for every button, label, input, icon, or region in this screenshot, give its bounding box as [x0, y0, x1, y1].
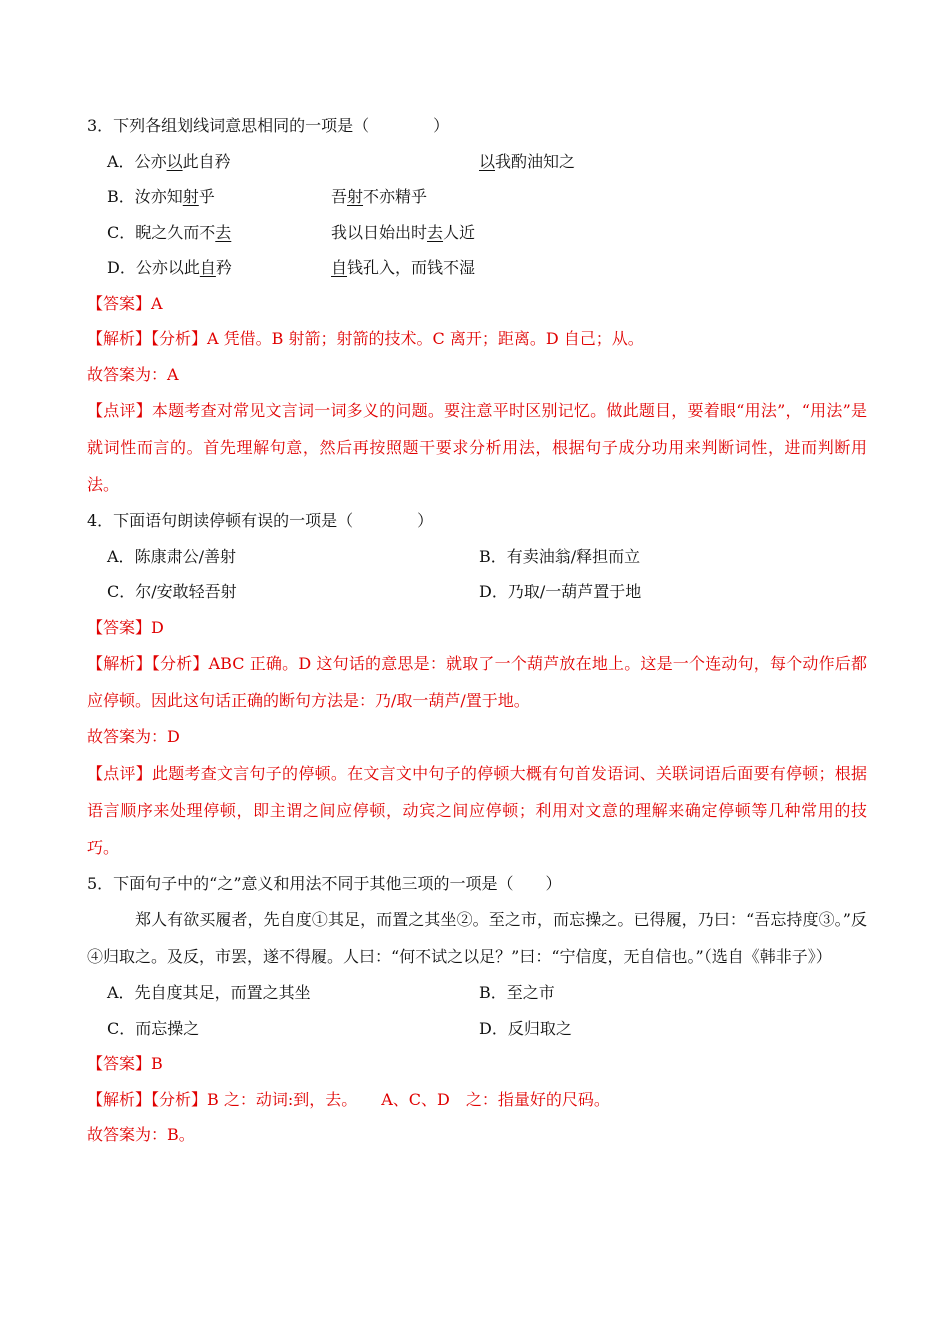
underlined-word: 自 [199, 258, 216, 277]
document-page [87, 108, 867, 1153]
question-3-analysis: 【解析】【分析】A 凭借。B 射箭；射箭的技术。C 离开；距离。D 自己；从。 [87, 329, 644, 348]
question-4-conclusion: 故答案为：D [87, 727, 180, 746]
question-3-option-c: C．睨之久而不去 我以日始出时去人近 [87, 215, 867, 251]
question-5-passage: 郑人有欲买履者，先自度①其足，而置之其坐②。至之市，而忘操之。已得履，乃曰：“吾忘持度③。”反④归取之。及反，市罢，遂不得履。人曰：“何不试之以足？”曰：“宁信度，无自信也。”（选自《韩非子》） [87, 910, 867, 966]
option-label: B． [107, 187, 135, 206]
question-3-option-b: B．汝亦知射乎 吾射不亦精乎 [87, 179, 867, 215]
underlined-word: 去 [215, 222, 232, 242]
question-3-comment: 【点评】本题考查对常见文言词一词多义的问题。要注意平时区别记忆。做此题目，要着眼“用法”，“用法”是就词性而言的。首先理解句意，然后再按照题干要求分析用法，根据句子成分功用来判断词性，进而判断用法。 [87, 401, 867, 494]
question-4-options-row-1 [87, 539, 867, 575]
question-3-option-d: D．公亦以此自矜 自钱孔入，而钱不湿 [87, 250, 867, 286]
option-right-phrase: 自钱孔入，而钱不湿 [331, 258, 476, 277]
question-4-option-c: C．尔/安敢轻吾射 [107, 582, 237, 601]
question-5-option-c: C．而忘操之 [107, 1018, 200, 1038]
question-5-stem: 5．下面句子中的“之”意义和用法不同于其他三项的一项是（ ） [87, 873, 562, 893]
question-5-analysis: 【解析】【分析】B 之：动词:到，去。 A、C、D 之：指量好的尺码。 [87, 1089, 610, 1109]
question-5-options-row-1 [87, 975, 867, 1011]
question-5-options-row-2 [87, 1011, 867, 1047]
question-5-answer: 【答案】B [87, 1054, 163, 1073]
question-4-answer: 【答案】D [87, 617, 164, 637]
question-3-conclusion: 故答案为：A [87, 364, 179, 384]
option-right-phrase: 以我酌油知之 [479, 151, 576, 171]
option-label: A． [107, 151, 135, 171]
underlined-word: 自 [331, 258, 348, 277]
question-4-options-row-2 [87, 574, 867, 610]
question-4-option-a: A．陈康肃公/善射 [107, 546, 236, 566]
option-right-phrase: 吾射不亦精乎 [331, 187, 428, 206]
underlined-word: 射 [182, 187, 199, 206]
underlined-word: 以 [479, 151, 496, 171]
question-3-stem: 3．下列各组划线词意思相同的一项是（ ） [87, 116, 450, 135]
question-5-conclusion: 故答案为：B。 [87, 1125, 195, 1144]
question-4-comment: 【点评】此题考查文言句子的停顿。在文言文中句子的停顿大概有句首发语词、关联词语后面要有停顿；根据语言顺序来处理停顿，即主谓之间应停顿，动宾之间应停顿；利用对文意的理解来确定停顿等几种常用的技巧。 [87, 763, 867, 857]
underlined-word: 去 [427, 222, 444, 242]
underlined-word: 以 [166, 151, 183, 171]
question-5-option-d: D．反归取之 [479, 1018, 572, 1038]
question-3-option-a: A．公亦以此自矜 以我酌油知之 [87, 144, 867, 180]
option-label: C． [107, 222, 136, 242]
question-4-option-b: B．有卖油翁/释担而立 [479, 546, 641, 566]
question-5-option-b: B．至之市 [479, 983, 555, 1002]
question-4-option-d: D．乃取/一葫芦置于地 [479, 582, 642, 601]
underlined-word: 射 [347, 187, 364, 206]
option-label: D． [107, 258, 136, 277]
question-3-answer: 【答案】A [87, 293, 163, 313]
question-4-stem: 4．下面语句朗读停顿有误的一项是（ ） [87, 511, 434, 530]
question-4-analysis: 【解析】【分析】ABC 正确。D 这句话的意思是：就取了一个葫芦放在地上。这是一个连动句，每个动作后都应停顿。因此这句话正确的断句方法是：乃/取一葫芦/置于地。 [87, 654, 867, 710]
option-right-phrase: 我以日始出时去人近 [331, 222, 476, 242]
question-5-option-a: A．先自度其足，而置之其坐 [107, 983, 311, 1002]
